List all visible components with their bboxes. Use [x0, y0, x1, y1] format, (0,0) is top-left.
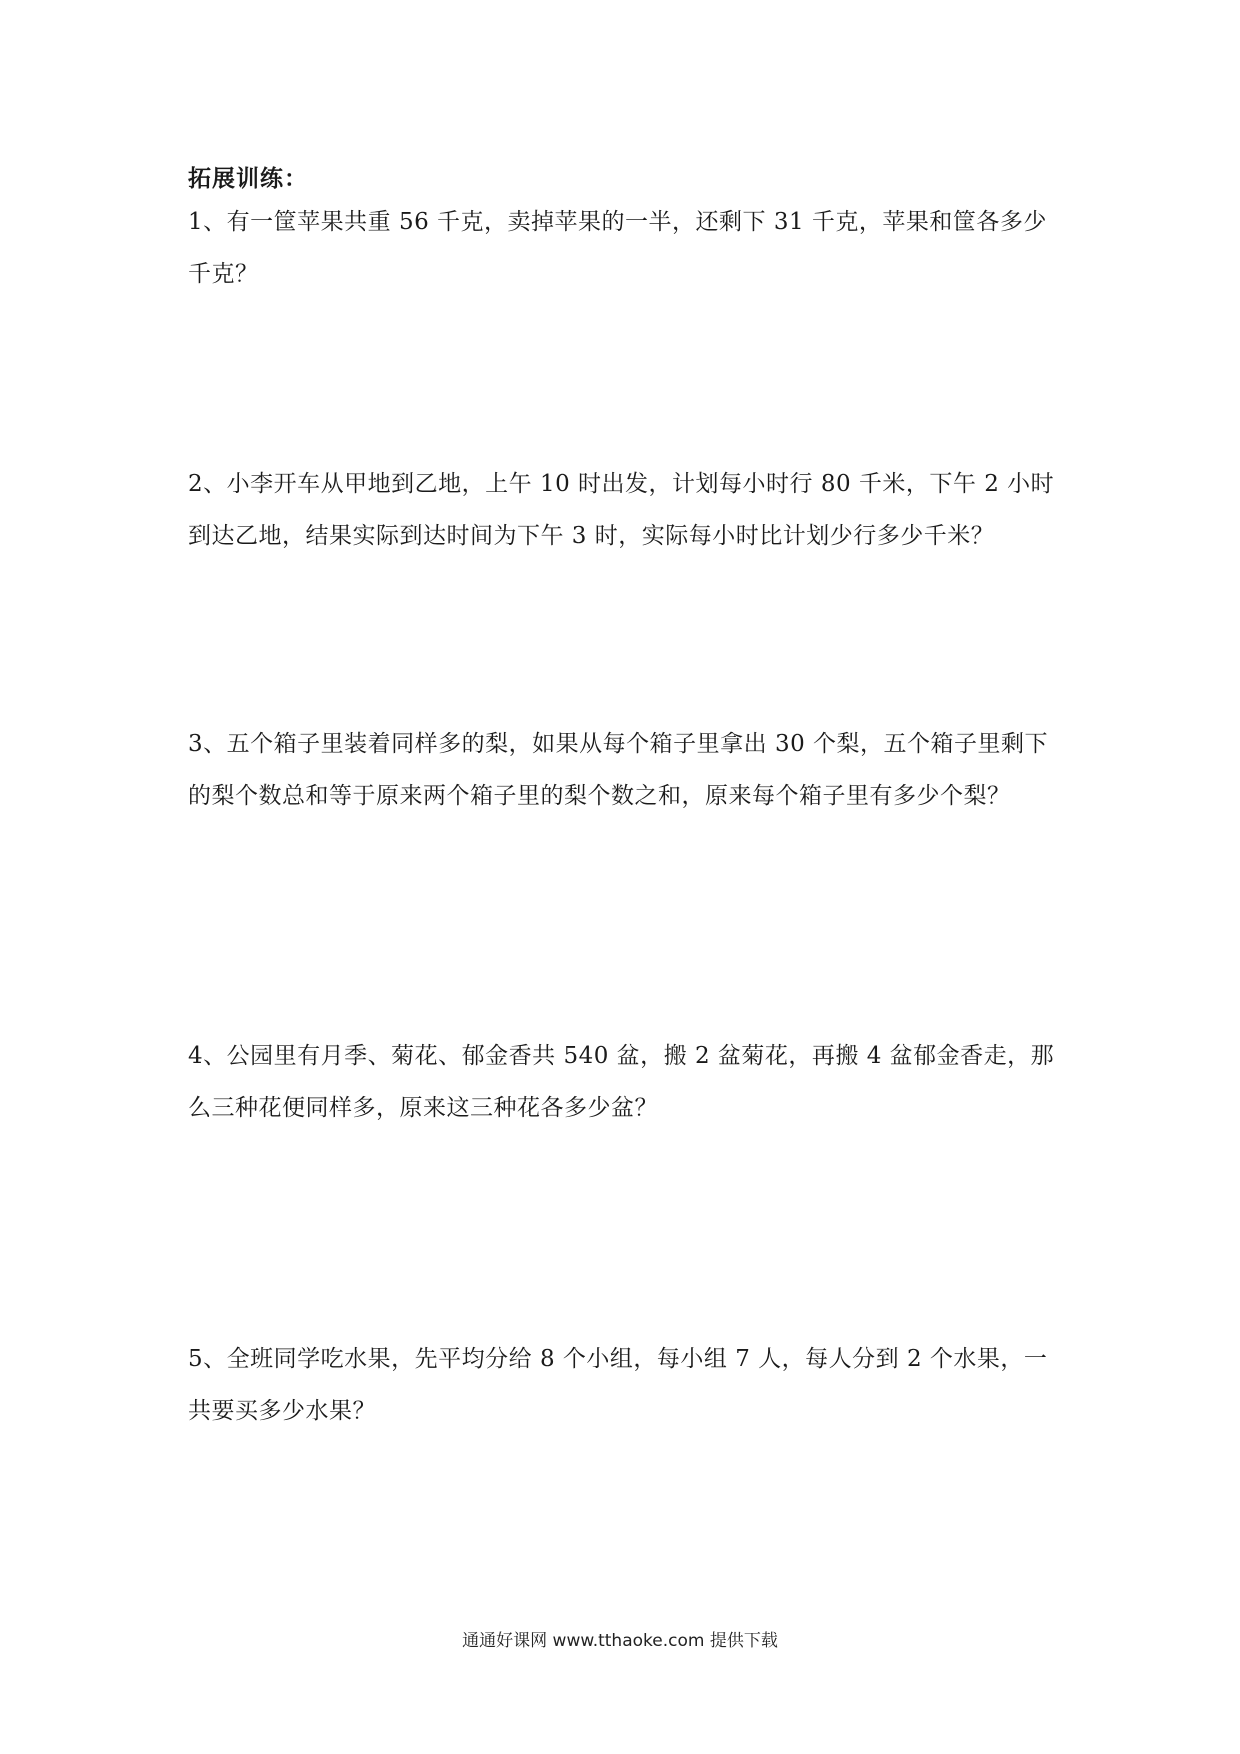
question-4: 4、公园里有月季、菊花、郁金香共 540 盆，搬 2 盆菊花，再搬 4 盆郁金香走，那么三种花便同样多，原来这三种花各多少盆？ [188, 1043, 1055, 1121]
question-1: 1、有一筐苹果共重 56 千克，卖掉苹果的一半，还剩下 31 千克，苹果和筐各多少千克？ [188, 209, 1047, 287]
question-2: 2、小李开车从甲地到乙地，上午 10 时出发，计划每小时行 80 千米，下午 2 小时到达乙地，结果实际到达时间为下午 3 时，实际每小时比计划少行多少千米？ [188, 471, 1055, 549]
section-title: 拓展训练： [188, 166, 308, 192]
page-footer: 通通好课网 www.tthaoke.com 提供下载 [462, 1631, 778, 1651]
question-5: 5、全班同学吃水果，先平均分给 8 个小组，每小组 7 人，每人分到 2 个水果，一共要买多少水果？ [188, 1346, 1048, 1424]
question-3: 3、五个箱子里装着同样多的梨，如果从每个箱子里拿出 30 个梨，五个箱子里剩下的梨个数总和等于原来两个箱子里的梨个数之和，原来每个箱子里有多少个梨？ [188, 731, 1049, 809]
